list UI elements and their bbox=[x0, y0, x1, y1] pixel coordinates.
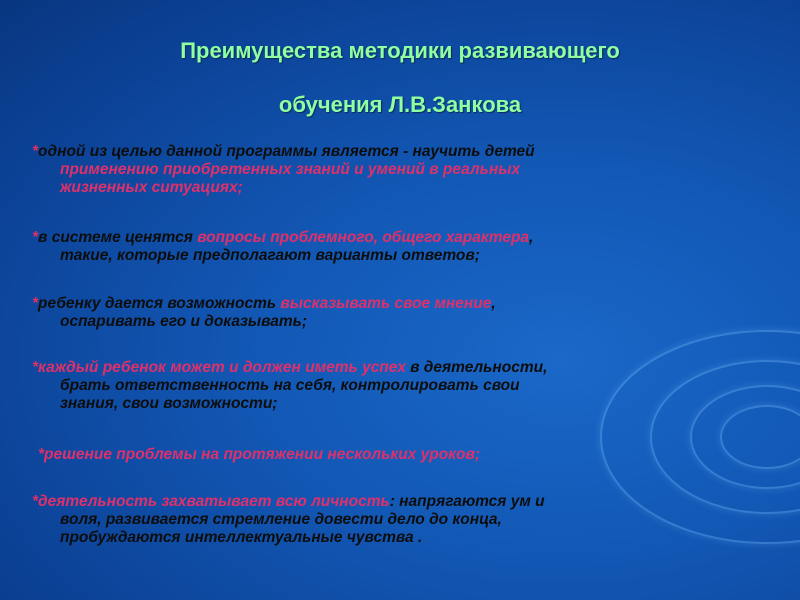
item-text: брать ответственность на себя, контролировать свои bbox=[60, 377, 520, 394]
item-text: такие, которые предполагают варианты ответов; bbox=[60, 247, 480, 264]
bullet-marker: * bbox=[38, 446, 45, 463]
item-highlight: применению приобретенных знаний и умений в реальных bbox=[60, 161, 521, 178]
slide-title-line-1: Преимущества методики развивающего bbox=[180, 38, 620, 63]
item-highlight: вопросы проблемного, общего характера bbox=[197, 229, 530, 246]
list-item bbox=[32, 143, 722, 197]
item-text: одной из целью данной программы является - научить детей bbox=[38, 143, 535, 160]
slide-title-line-2: обучения Л.В.Занкова bbox=[278, 92, 522, 117]
item-text: пробуждаются интеллектуальные чувства . bbox=[60, 529, 423, 546]
item-text: : напрягаются ум и bbox=[389, 493, 545, 510]
item-text: , bbox=[529, 229, 534, 246]
list-item bbox=[32, 295, 722, 331]
item-text: знания, свои возможности; bbox=[60, 395, 278, 412]
list-item bbox=[32, 229, 722, 265]
list-item bbox=[32, 359, 722, 413]
item-highlight: жизненных ситуациях; bbox=[60, 179, 243, 196]
item-text: ребенку дается возможность bbox=[38, 295, 281, 312]
item-text: , bbox=[491, 295, 496, 312]
item-text: в системе ценятся bbox=[38, 229, 198, 246]
list-item bbox=[32, 493, 722, 547]
bullet-marker: * bbox=[32, 229, 39, 246]
item-text: оспаривать его и доказывать; bbox=[60, 313, 308, 330]
bullet-marker: * bbox=[32, 359, 39, 376]
bullet-marker: * bbox=[32, 295, 39, 312]
item-text: в деятельности, bbox=[405, 359, 548, 376]
list-item bbox=[38, 446, 728, 464]
bullet-marker: * bbox=[32, 143, 39, 160]
item-highlight: высказывать свое мнение bbox=[280, 295, 492, 312]
item-highlight: деятельность захватывает всю личность bbox=[38, 493, 390, 510]
item-highlight: решение проблемы на протяжении нескольких уроков; bbox=[44, 446, 481, 463]
bullet-marker: * bbox=[32, 493, 39, 510]
item-text: воля, развивается стремление довести дело до конца, bbox=[60, 511, 502, 528]
item-highlight: каждый ребенок может и должен иметь успех bbox=[38, 359, 406, 376]
